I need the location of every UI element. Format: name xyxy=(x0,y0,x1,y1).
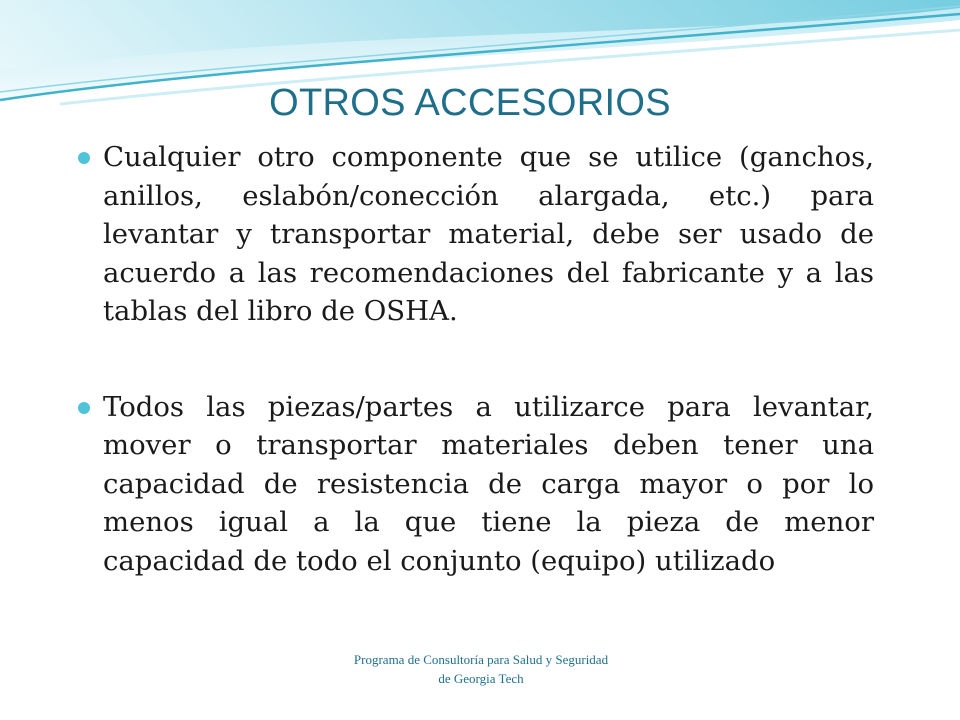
footer xyxy=(318,650,644,688)
footer-line-2: de Georgia Tech xyxy=(438,671,524,686)
slide-title: OTROS ACCESORIOS xyxy=(269,82,671,124)
bullet-item-2 xyxy=(78,388,874,581)
bullet-text: Todos las piezas/partes a utilizarce para levantar, mover o transportar materiales deben tener una capacidad de resistencia de carga mayor o por lo menos igual a la que tiene la pieza de menor capacidad de todo el conjunto (equipo) utilizado xyxy=(103,390,874,577)
bullet-item-1 xyxy=(78,138,874,331)
bullet-text: Cualquier otro componente que se utilice (ganchos, anillos, eslabón/conección alargada, etc.) para levantar y transportar material, debe ser usado de acuerdo a las recomendaciones del fabricante y a las tablas del libro de OSHA. xyxy=(103,141,874,327)
footer-line-1: Programa de Consultoría para Salud y Seguridad xyxy=(353,652,609,667)
bullet-list xyxy=(78,138,874,580)
bullet-dot-icon xyxy=(78,152,90,164)
bullet-dot-icon xyxy=(78,402,90,414)
